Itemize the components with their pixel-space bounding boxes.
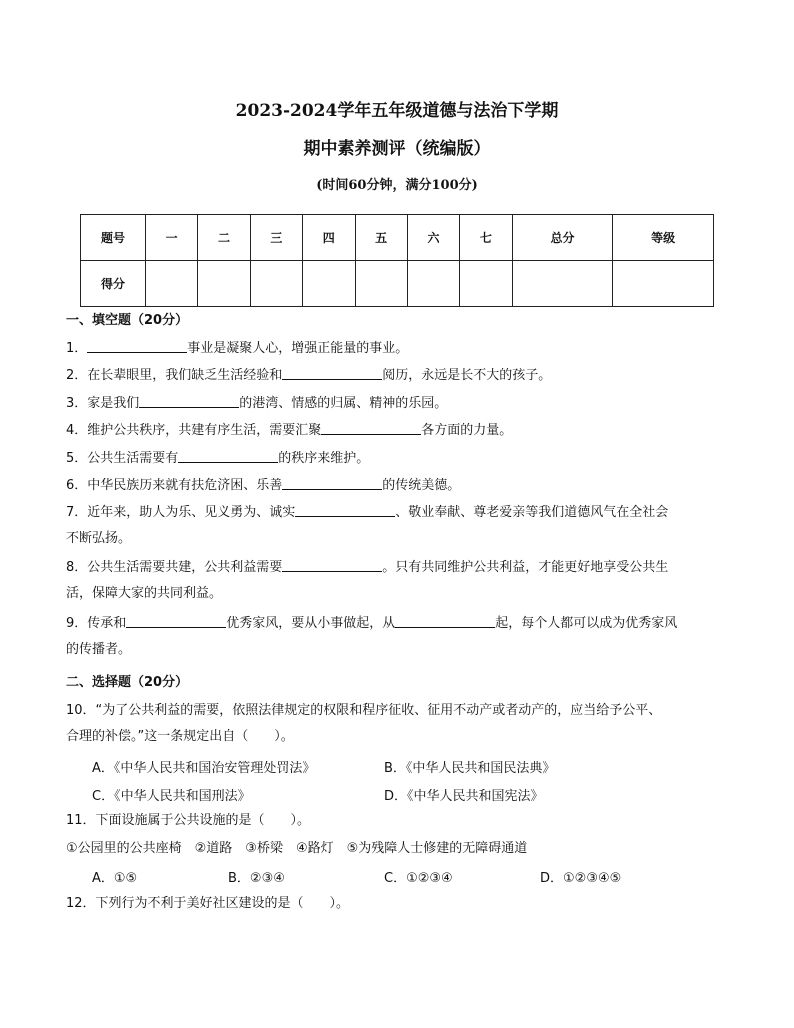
question-text: 各方面的力量。 (421, 423, 513, 438)
question-text: 不断弘扬。 (66, 531, 132, 546)
score-entry-cell[interactable] (355, 261, 407, 307)
exam-title-line2: 期中素养测评（统编版） (303, 139, 491, 159)
score-table-cell: 题号 (81, 215, 146, 261)
answer-blank[interactable] (126, 613, 226, 628)
question-text: 12．下列行为不利于美好社区建设的是（ ）。 (66, 896, 350, 911)
question-number: 1． (66, 341, 88, 356)
question-text: 9．传承和 (66, 616, 127, 631)
option-d[interactable]: D．①②③④⑤ (540, 871, 622, 886)
question-text: 2．在长辈眼里，我们缺乏生活经验和 (66, 368, 283, 383)
question-text: 11．下面设施属于公共设施的是（ ）。 (66, 813, 311, 828)
question-text: 10．“为了公共利益的需要，依照法律规定的权限和程序征收、征用不动产或者动产的，应当给予公平、 (66, 703, 662, 718)
question-text: 事业是凝聚人心，增强正能量的事业。 (187, 341, 409, 356)
question-text: 7．近年来，助人为乐、见义勇为、诚实 (66, 505, 296, 520)
question-text: 的秩序来维护。 (278, 451, 370, 466)
option-c[interactable]: C．①②③④ (384, 871, 453, 886)
score-entry-cell[interactable] (146, 261, 198, 307)
score-table-score-row (81, 261, 714, 307)
score-table-cell: 一 (146, 215, 198, 261)
question-3 (66, 393, 728, 414)
score-entry-cell[interactable] (198, 261, 250, 307)
question-text: 的港湾、情感的归属、精神的乐园。 (239, 396, 448, 411)
answer-blank[interactable] (282, 475, 382, 490)
score-entry-cell[interactable] (250, 261, 302, 307)
question-text: 6．中华民族历来就有扶危济困、乐善 (66, 478, 283, 493)
answer-blank[interactable] (139, 393, 239, 408)
option-d[interactable]: D．《中华人民共和国宪法》 (384, 789, 544, 804)
score-table-header-row (81, 215, 714, 261)
question-text: 阅历，永远是长不大的孩子。 (382, 368, 552, 383)
option-b[interactable]: B．《中华人民共和国民法典》 (384, 761, 556, 776)
option-b[interactable]: B．②③④ (228, 871, 285, 886)
question-5 (66, 448, 728, 469)
answer-blank[interactable] (282, 557, 382, 572)
section1-title: 一、填空题（20分） (66, 313, 189, 328)
question-text: 3．家是我们 (66, 396, 140, 411)
answer-blank[interactable] (178, 448, 278, 463)
score-entry-cell[interactable] (512, 261, 613, 307)
answer-blank[interactable] (395, 613, 495, 628)
question-4 (66, 420, 728, 441)
question-1 (66, 338, 728, 359)
answer-blank[interactable] (282, 365, 382, 380)
question-9 (66, 611, 728, 663)
question-12 (66, 894, 728, 914)
question-text: 、敬业奉献、尊老爱亲等我们道德风气在全社会 (395, 505, 669, 520)
option-a[interactable]: A．《中华人民共和国治安管理处罚法》 (92, 761, 316, 776)
question-8 (66, 555, 728, 607)
score-entry-cell[interactable] (407, 261, 459, 307)
question-7 (66, 500, 728, 552)
question-text: ①公园里的公共座椅 ②道路 ③桥梁 ④路灯 ⑤为残障人士修建的无障碍通道 (66, 841, 528, 856)
score-entry-cell[interactable] (460, 261, 512, 307)
option-c[interactable]: C．《中华人民共和国刑法》 (92, 789, 251, 804)
question-2 (66, 365, 728, 386)
question-text: 活，保障大家的共同利益。 (66, 586, 223, 601)
score-table-cell: 七 (460, 215, 512, 261)
question-text: 4．维护公共秩序，共建有序生活，需要汇聚 (66, 423, 322, 438)
answer-blank[interactable] (295, 502, 395, 517)
question-6 (66, 475, 728, 496)
question-text: 优秀家风，要从小事做起，从 (226, 616, 396, 631)
answer-blank[interactable] (321, 420, 421, 435)
section2-title: 二、选择题（20分） (66, 675, 189, 690)
question-text: 8．公共生活需要共建，公共利益需要 (66, 560, 283, 575)
score-table-cell: 六 (407, 215, 459, 261)
question-11 (66, 811, 728, 831)
question-text: 的传统美德。 (382, 478, 461, 493)
question-text: 合理的补偿。”这一条规定出自（ ）。 (66, 729, 294, 744)
score-table-cell: 三 (250, 215, 302, 261)
question-11-items (66, 839, 728, 859)
score-table-cell: 总分 (512, 215, 613, 261)
score-table-cell: 等级 (613, 215, 714, 261)
option-a[interactable]: A．①⑤ (92, 871, 138, 886)
question-text: 的传播者。 (66, 642, 132, 657)
question-text: 5．公共生活需要有 (66, 451, 179, 466)
score-table-cell: 四 (303, 215, 355, 261)
score-entry-cell[interactable] (613, 261, 714, 307)
score-table-cell: 二 (198, 215, 250, 261)
question-text: 起，每个人都可以成为优秀家风 (495, 616, 678, 631)
exam-time-info: (时间60分钟，满分100分) (316, 178, 478, 193)
score-table-cell: 五 (355, 215, 407, 261)
score-entry-cell[interactable] (303, 261, 355, 307)
score-label-cell: 得分 (81, 261, 146, 307)
question-10 (66, 698, 728, 750)
exam-title-line1: 2023-2024学年五年级道德与法治下学期 (235, 101, 559, 121)
question-text: 。只有共同维护公共利益，才能更好地享受公共生 (382, 560, 669, 575)
score-table (80, 214, 714, 307)
answer-blank[interactable] (87, 338, 187, 353)
